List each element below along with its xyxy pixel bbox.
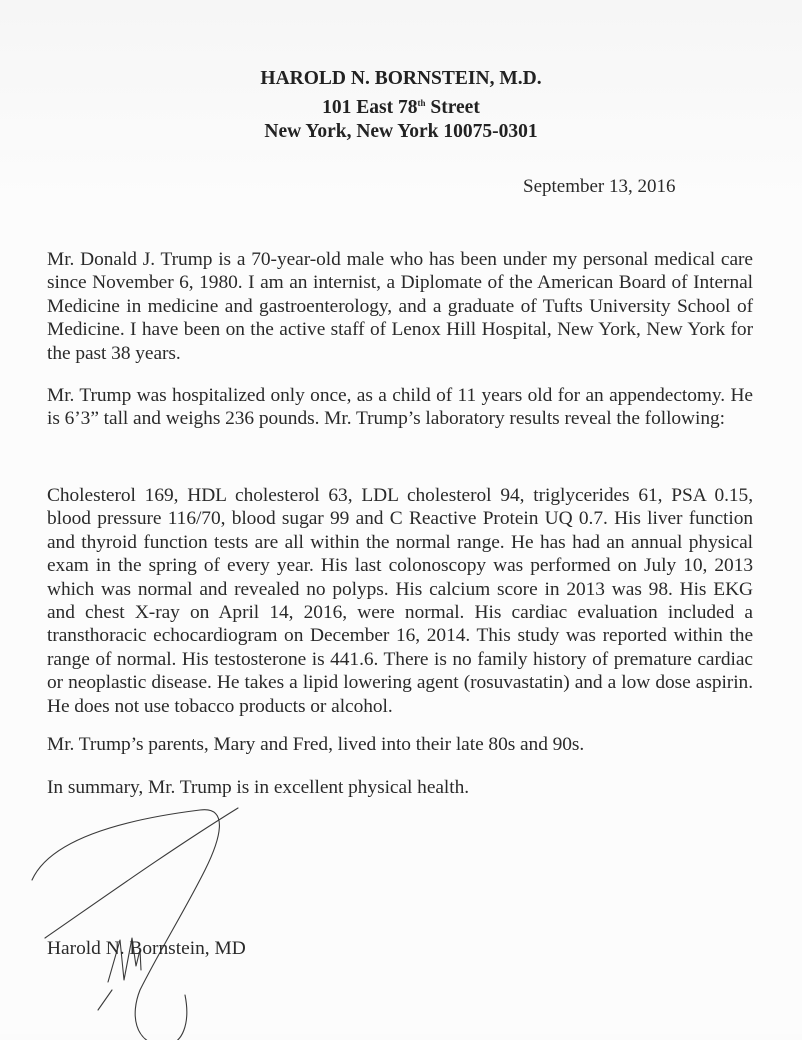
street-address (0, 91, 802, 120)
paragraph-lab-results: Cholesterol 169, HDL cholesterol 63, LDL cholesterol 94, triglycerides 61, PSA 0.15, blood pressure 116/70, blood sugar 99 and C Reactive Protein UQ 0.7. His liver function and thyroid function tests are all within the normal range. He has had an annual physical exam in the spring of every year. His last colonoscopy was performed on July 10, 2013 which was normal and revealed no polyps. His calcium score in 2013 was 98. His EKG and chest X-ray on April 14, 2016, were normal. His cardiac evaluation included a transthoracic echocardiogram on December 16, 2014. This study was reported within the range of normal. His testosterone is 441.6. There is no family history of premature cardiac or neoplastic disease. He takes a lipid lowering agent (rosuvastatin) and a low dose aspirin. He does not use tobacco products or alcohol. (47, 485, 753, 717)
letterhead (0, 67, 802, 144)
street-number: 101 East 78 (322, 97, 418, 118)
paragraph-summary: In summary, Mr. Trump is in excellent physical health. (47, 777, 470, 798)
paragraph-introduction: Mr. Donald J. Trump is a 70-year-old male who has been under my personal medical care since November 6, 1980. I am an internist, a Diplomate of the American Board of Internal Medicine in medicine and gastroenterology, and a graduate of Tufts University School of Medicine. I have been on the active staff of Lenox Hill Hospital, New York, New York for the past 38 years. (47, 249, 753, 364)
city-line: New York, New York 10075-0301 (264, 121, 538, 142)
signature-name: Harold N. Bornstein, MD (47, 938, 246, 959)
ordinal-suffix: th (417, 98, 426, 108)
paragraph-family: Mr. Trump’s parents, Mary and Fred, lived into their late 80s and 90s. (47, 734, 585, 755)
street-name: Street (425, 97, 480, 118)
signature-icon (0, 780, 400, 1040)
doctor-name: HAROLD N. BORNSTEIN, M.D. (260, 68, 542, 89)
letter-date: September 13, 2016 (523, 176, 676, 197)
paragraph-history: Mr. Trump was hospitalized only once, as a child of 11 years old for an appendectomy. He is 6’3” tall and weighs 236 pounds. Mr. Trump’s laboratory results reveal the following: (47, 385, 753, 430)
